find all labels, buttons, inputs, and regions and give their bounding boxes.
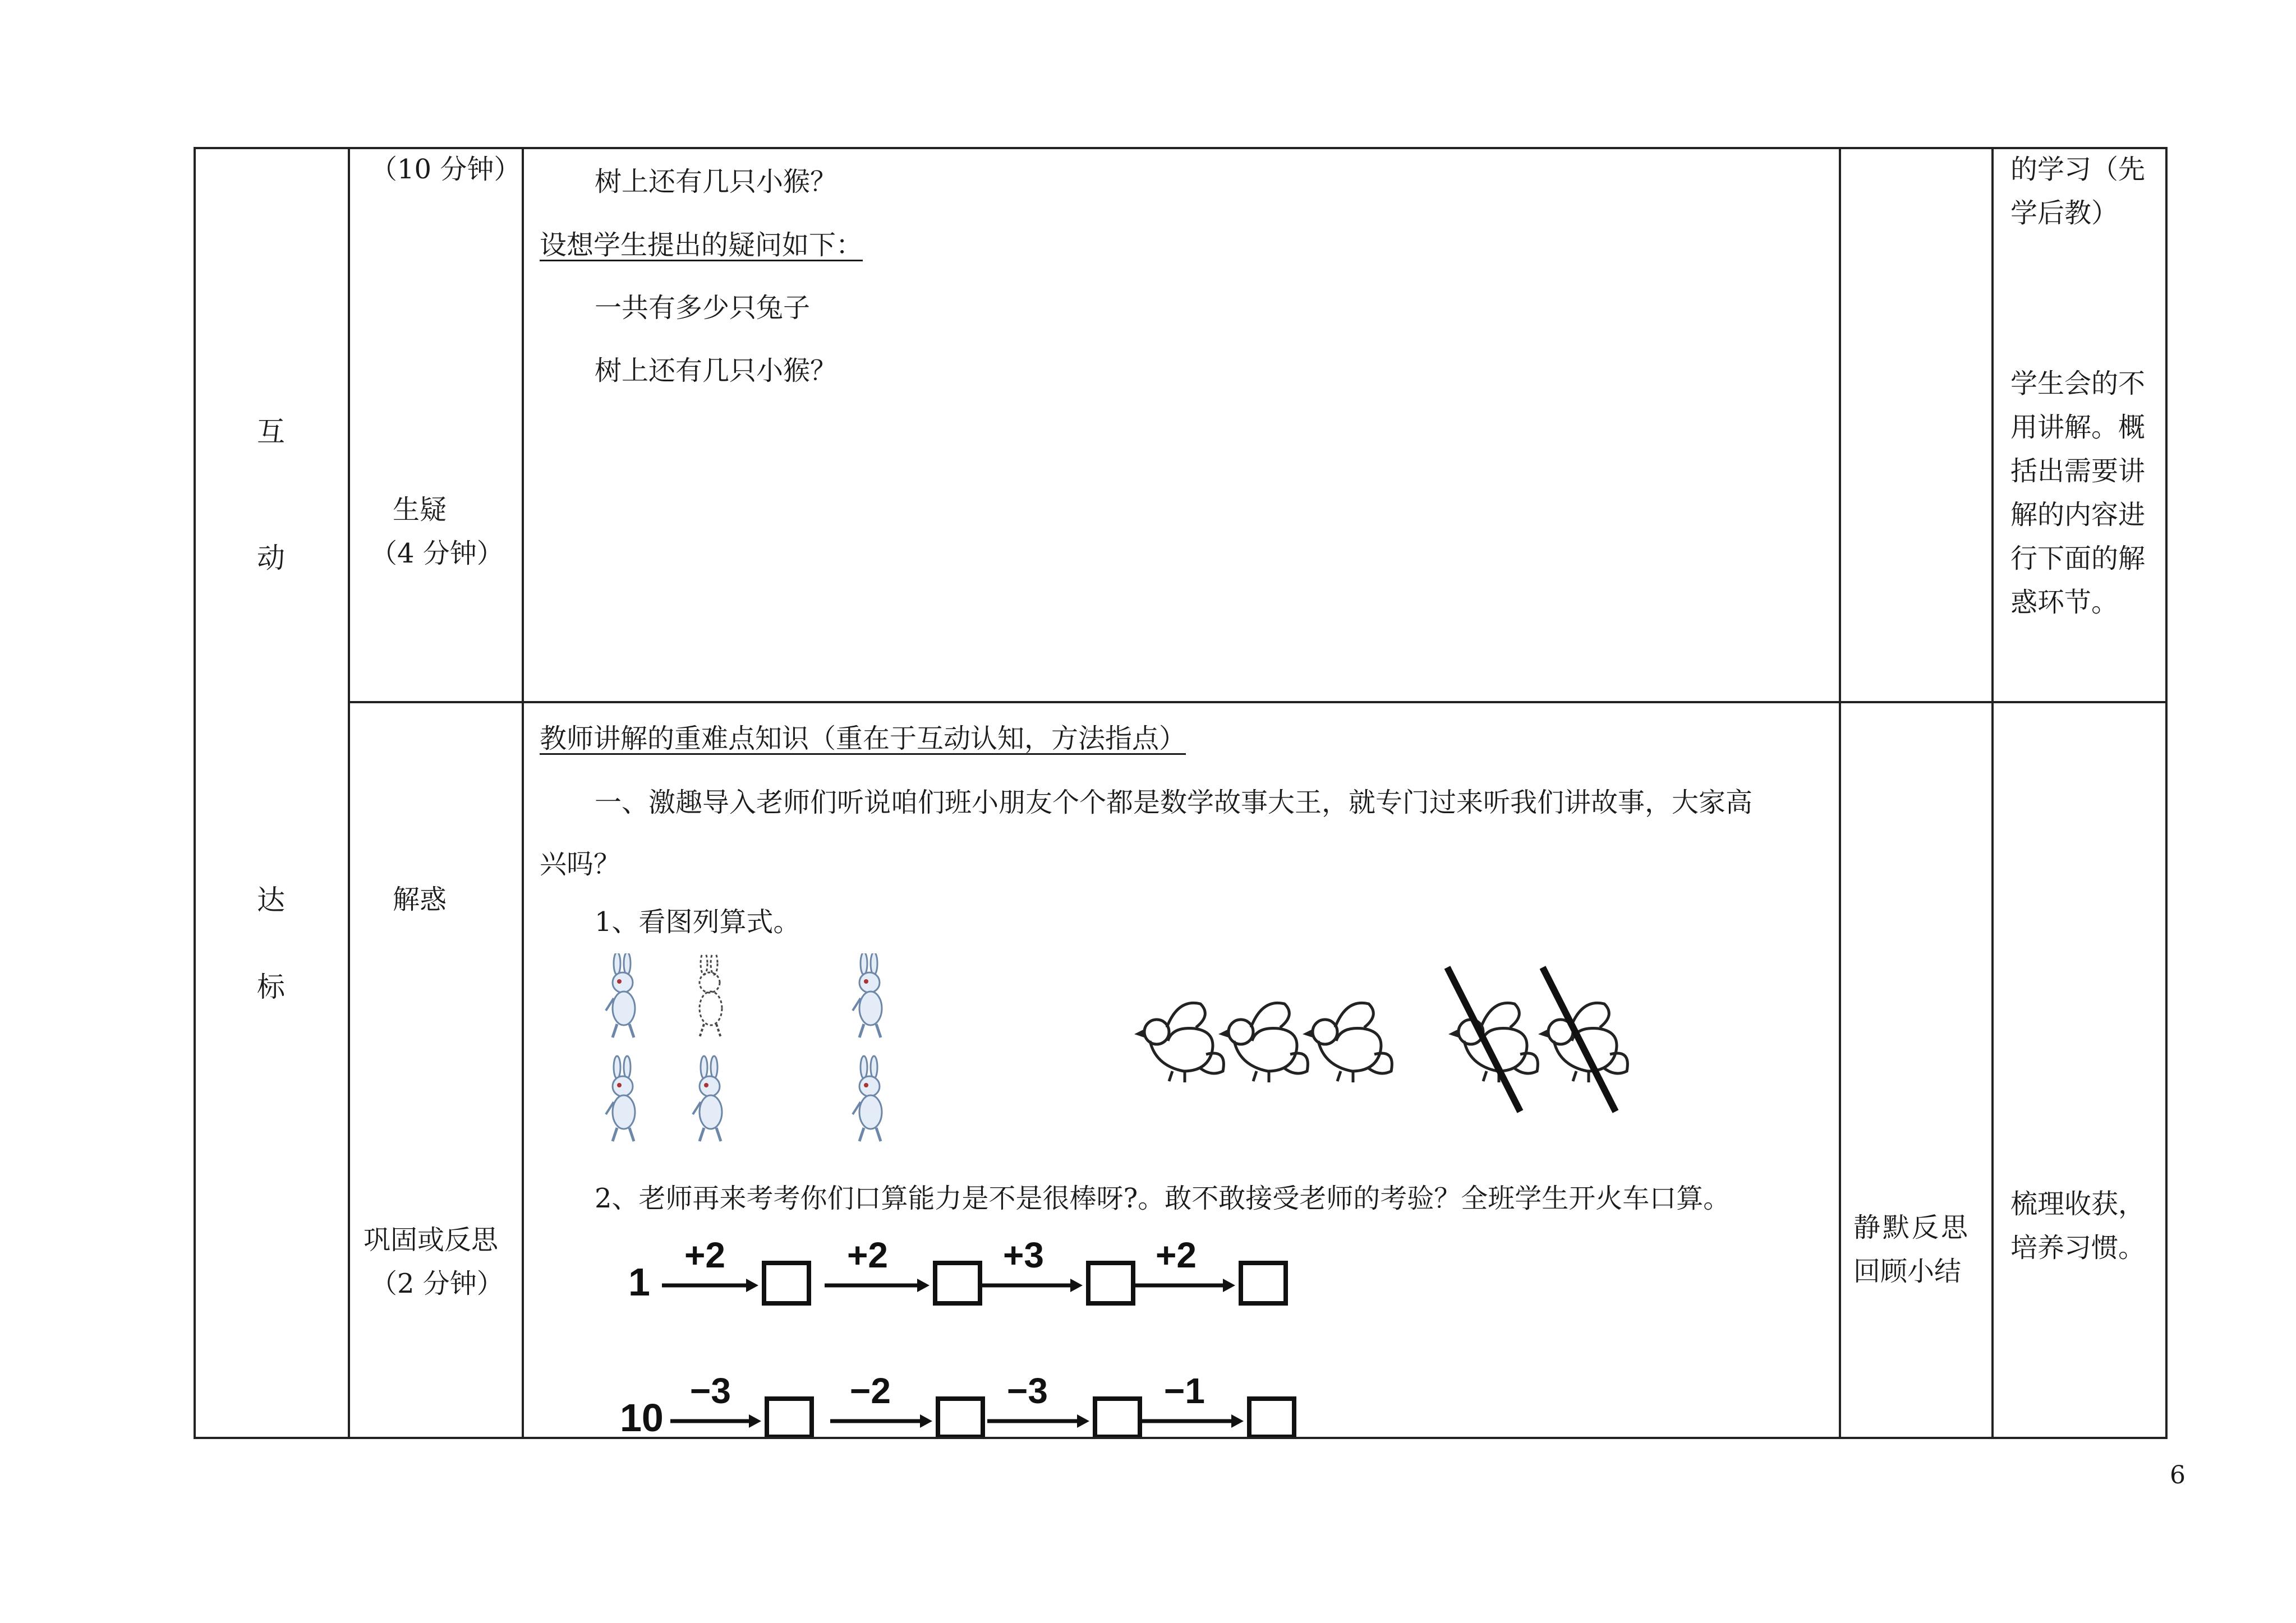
chain-op: −2 (850, 1371, 891, 1411)
bird-icon (1134, 1003, 1223, 1082)
chain-op: +2 (1156, 1235, 1197, 1275)
page-number: 6 (2170, 1461, 2185, 1490)
content-heading: 设想学生提出的疑问如下： (540, 229, 863, 261)
rabbit-icon (853, 1056, 882, 1141)
table-col-divider-2 (522, 147, 524, 1439)
arithmetic-chain-1 (617, 1234, 1318, 1307)
answer-box (1241, 1263, 1286, 1303)
section-label-char-1: 互 (257, 416, 285, 448)
rabbit-icon (853, 953, 882, 1038)
table-col-divider-4 (1991, 147, 1994, 1439)
rabbit-figure (595, 953, 920, 1166)
section-label-char-3: 达 (257, 884, 285, 916)
answer-box (1088, 1263, 1133, 1303)
table-col-divider-1 (348, 147, 350, 1439)
stage-time-4: （2 分钟） (370, 1268, 504, 1299)
design-intent-line: 梳理收获， (2010, 1188, 2146, 1220)
design-intent-line: 的学习（先 (2010, 154, 2146, 185)
answer-box (764, 1263, 809, 1303)
chain-op: +2 (684, 1235, 725, 1275)
arithmetic-chain-2 (614, 1368, 1315, 1437)
design-intent-line: 学生会的不 (2010, 368, 2146, 399)
answer-box (935, 1263, 980, 1303)
activity-line: 回顾小结 (1853, 1256, 1962, 1287)
content-heading: 教师讲解的重难点知识（重在于互动认知，方法指点） (540, 723, 1186, 754)
table-right-border (2165, 147, 2168, 1439)
answer-box (767, 1399, 812, 1437)
rabbit-icon (700, 953, 722, 1038)
cross-out-line (1447, 967, 1520, 1112)
answer-box (1095, 1399, 1140, 1437)
design-intent-line: 用讲解。概 (2010, 412, 2146, 443)
chain-start: 10 (620, 1396, 664, 1437)
stage-label-shengyi: 生疑 (393, 494, 447, 525)
chain-op: −3 (690, 1371, 731, 1411)
content-item: 1、看图列算式。 (595, 906, 800, 938)
cross-out-line (1543, 967, 1616, 1112)
stage-label-gonggu: 巩固或反思 (364, 1224, 499, 1256)
design-intent-line: 解的内容进 (2010, 499, 2146, 531)
design-intent-line: 行下面的解 (2010, 543, 2146, 574)
chain-start: 1 (628, 1260, 650, 1304)
table-bottom-border (194, 1437, 2167, 1439)
chain-op: +3 (1003, 1235, 1044, 1275)
section-label-char-2: 动 (257, 542, 285, 574)
design-intent-line: 学后教） (2010, 197, 2119, 229)
answer-box (1249, 1399, 1294, 1437)
table-row-divider (348, 701, 2167, 703)
rabbit-icon (606, 953, 635, 1038)
content-item: 2、老师再来考考你们口算能力是不是很棒呀?。敢不敢接受老师的考验？全班学生开火车口算。 (595, 1183, 1731, 1214)
stage-time-1: （10 分钟） (370, 154, 521, 185)
content-paragraph: 一、激趣导入老师们听说咱们班小朋友个个都是数学故事大王，就专门过来听我们讲故事，大家高 (595, 787, 1753, 818)
content-line: 一共有多少只兔子 (595, 292, 811, 324)
table-col-divider-3 (1839, 147, 1841, 1439)
rabbit-icon (693, 1056, 722, 1141)
table-left-border (194, 147, 196, 1439)
design-intent-line: 惑环节。 (2010, 587, 2119, 618)
stage-label-jiehuo: 解惑 (393, 884, 447, 915)
chain-op: +2 (847, 1235, 888, 1275)
stage-time-2: （4 分钟） (370, 538, 504, 569)
bird-icon (1218, 1003, 1308, 1082)
design-intent-line: 括出需要讲 (2010, 455, 2146, 487)
design-intent-line: 培养习惯。 (2010, 1232, 2146, 1264)
section-label-char-4: 标 (257, 971, 285, 1003)
bird-figure (1133, 965, 1638, 1127)
answer-box (938, 1399, 983, 1437)
activity-line: 静默反思 (1853, 1212, 1971, 1243)
content-line: 树上还有几只小猴？ (595, 355, 838, 386)
chain-op: −3 (1007, 1371, 1048, 1411)
content-line: 树上还有几只小猴？ (595, 166, 838, 197)
rabbit-icon (606, 1056, 635, 1141)
bird-icon (1303, 1003, 1392, 1082)
chain-op: −1 (1164, 1371, 1205, 1411)
content-paragraph: 兴吗？ (540, 849, 621, 880)
bird-icon (1448, 1003, 1538, 1082)
